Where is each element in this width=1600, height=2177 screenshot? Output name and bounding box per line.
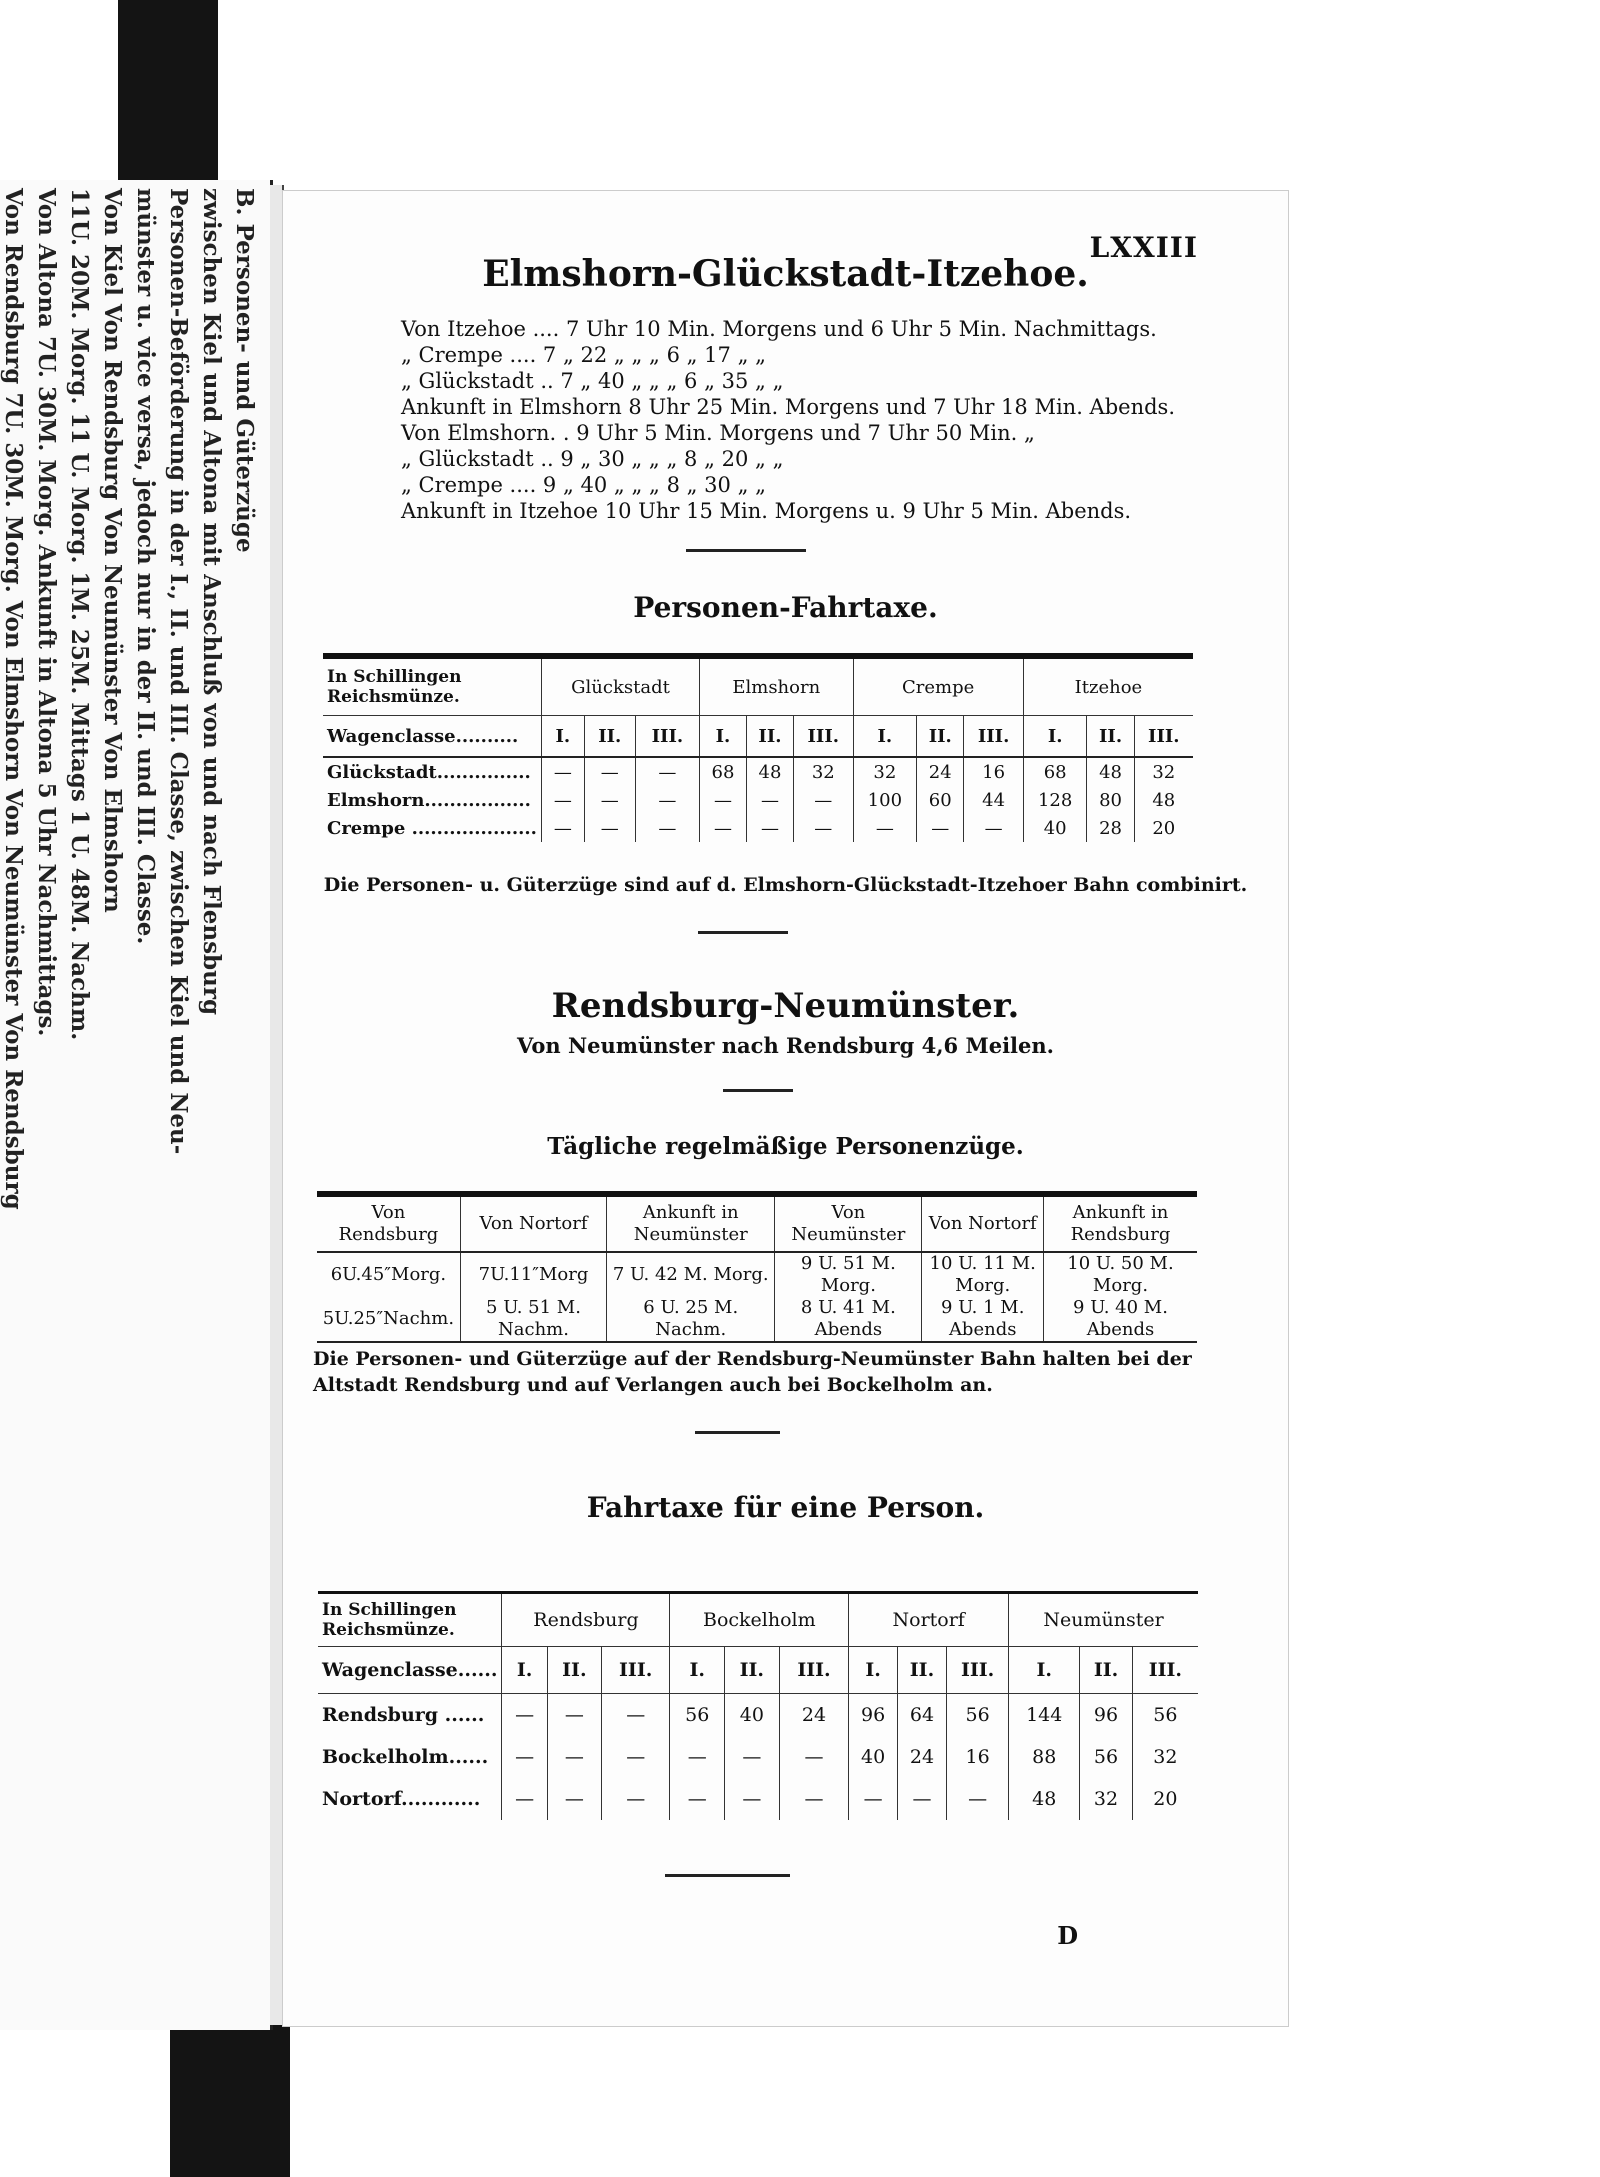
fare-class-header: I.	[1023, 716, 1087, 758]
fare-cell: 64	[897, 1694, 946, 1737]
fare-cell: —	[794, 786, 854, 814]
schedule-line: „ Crempe .... 9 „ 40 „ „ „ 8 „ 30 „ „	[401, 473, 766, 497]
fare-class-header: III.	[1134, 716, 1193, 758]
fare-class-header: I.	[541, 716, 584, 758]
divider	[698, 931, 788, 934]
schedule-line: Ankunft in Itzehoe 10 Uhr 15 Min. Morgens u. 9 Uhr 5 Min. Abends.	[401, 499, 1132, 523]
fare-cell: 16	[947, 1736, 1009, 1778]
fare-row-label: Crempe ....................	[327, 817, 537, 839]
fare-class-header: II.	[746, 716, 793, 758]
fare-class-header: II.	[1087, 716, 1134, 758]
fare-cell: —	[947, 1778, 1009, 1820]
fare-cell: 88	[1009, 1736, 1080, 1778]
fare-cell: —	[779, 1736, 848, 1778]
fare-cell: 32	[1080, 1778, 1132, 1820]
timetable-cell: 7 U. 42 M. Morg.	[607, 1252, 775, 1297]
fare-cell: 16	[964, 757, 1024, 786]
timetable-cell: 6U.45″Morg.	[330, 1264, 447, 1285]
fare-cell: 96	[1080, 1694, 1132, 1737]
left-page-line: Von Altona 7U. 30M. Morg. Ankunft in Altona 5 Uhr Nachmittags.	[33, 188, 60, 1037]
fare-class-header: III.	[779, 1647, 848, 1694]
fare-class-header: I.	[502, 1647, 547, 1694]
section-title-rendsburg: Rendsburg-Neumünster.	[551, 986, 1020, 1026]
fare-class-header: II.	[917, 716, 964, 758]
timetable-cell: 5 U. 51 M. Nachm.	[460, 1297, 606, 1342]
timetable-cell: 9 U. 1 M. Abends	[922, 1297, 1044, 1342]
fare-cell: 24	[897, 1736, 946, 1778]
scan-binding-strip-top	[118, 0, 218, 195]
fare-cell: —	[547, 1736, 601, 1778]
left-page-rotated-text	[0, 188, 261, 1988]
fare-cell: 56	[670, 1694, 724, 1737]
fare-cell: 24	[779, 1694, 848, 1737]
fare-row-label: Bockelholm......	[322, 1746, 489, 1768]
fare-cell: 32	[853, 757, 917, 786]
schedule-line: „ Glückstadt .. 9 „ 30 „ „ „ 8 „ 20 „ „	[401, 447, 784, 471]
timetable-cell: 9 U. 40 M. Abends	[1043, 1297, 1197, 1342]
fare-cell: —	[635, 786, 699, 814]
timetable-header-row	[317, 1194, 1197, 1252]
timetable-cell: 9 U. 51 M. Morg.	[775, 1252, 922, 1297]
fare-cell: 56	[1132, 1694, 1198, 1737]
fare-station-header: Bockelholm	[670, 1593, 849, 1647]
divider	[665, 1874, 790, 1877]
fare-cell: —	[794, 814, 854, 842]
fare-cell: 32	[1132, 1736, 1198, 1778]
fare-cell: —	[724, 1778, 779, 1820]
fare-cell: —	[849, 1778, 898, 1820]
fare-class-header: II.	[897, 1647, 946, 1694]
left-page	[0, 180, 273, 2030]
divider	[723, 1089, 793, 1092]
fare-station-header: Glückstadt	[541, 656, 699, 716]
timetable-header: Ankunft in Neumünster	[607, 1194, 775, 1252]
timetable-row	[317, 1252, 1197, 1297]
trains-title: Tägliche regelmäßige Personenzüge.	[547, 1133, 1024, 1160]
fare-table-rendsburg	[318, 1591, 1198, 1820]
fare-cell: —	[584, 786, 635, 814]
timetable-header: Von Neumünster	[775, 1194, 922, 1252]
fare-class-header: II.	[1080, 1647, 1132, 1694]
fare-cell: —	[601, 1694, 670, 1737]
fare-class-header: I.	[849, 1647, 898, 1694]
fare-cell: —	[853, 814, 917, 842]
fare-cell: 96	[849, 1694, 898, 1737]
fare-class-header: II.	[724, 1647, 779, 1694]
fare-cell: 68	[1023, 757, 1087, 786]
signature-mark: D	[1057, 1921, 1078, 1950]
fare-row-label: Rendsburg ......	[322, 1704, 485, 1726]
fare-cell: —	[541, 786, 584, 814]
fare-class-header: III.	[1132, 1647, 1198, 1694]
fare-row	[323, 814, 1193, 842]
left-page-line: Von Kiel Von Rendsburg Von Neumünster Von Elmshorn	[99, 188, 126, 913]
fare-corner-label: In Schillingen Reichsmünze.	[323, 656, 541, 716]
timetable-rendsburg	[317, 1191, 1197, 1343]
page-number: LXXIII	[1089, 231, 1198, 264]
fare-class-header: II.	[584, 716, 635, 758]
fare-cell: —	[635, 757, 699, 786]
fare-class-row	[318, 1647, 1198, 1694]
fare-class-header: III.	[947, 1647, 1009, 1694]
timetable-cell: 6 U. 25 M. Nachm.	[607, 1297, 775, 1342]
fare-cell: 28	[1087, 814, 1134, 842]
fare-class-label: Wagenclasse..........	[323, 716, 541, 758]
fare-class-header: I.	[700, 716, 747, 758]
fare-cell: —	[700, 814, 747, 842]
fare-table-elmshorn	[323, 653, 1193, 842]
fare-cell: —	[897, 1778, 946, 1820]
fare-cell: —	[584, 814, 635, 842]
timetable-cell: 5U.25″Nachm.	[322, 1308, 455, 1329]
left-page-line: münster u. vice versa, jedoch nur in der II. und III. Classe.	[132, 188, 159, 945]
timetable-header: Von Nortorf	[922, 1194, 1044, 1252]
timetable-cell: 10 U. 50 M. Morg.	[1043, 1252, 1197, 1297]
fare-row-label: Elmshorn.................	[327, 789, 531, 811]
fare-cell: 48	[1009, 1778, 1080, 1820]
fare-cell: —	[541, 757, 584, 786]
schedule-line: „ Glückstadt .. 7 „ 40 „ „ „ 6 „ 35 „ „	[401, 369, 784, 393]
fare-row	[318, 1694, 1198, 1737]
fare-cell: 24	[917, 757, 964, 786]
schedule-line: Von Itzehoe .... 7 Uhr 10 Min. Morgens und 6 Uhr 5 Min. Nachmittags.	[401, 317, 1157, 341]
timetable-header: Von Nortorf	[460, 1194, 606, 1252]
fare-cell: 32	[794, 757, 854, 786]
fare-cell: 40	[724, 1694, 779, 1737]
stops-note: Die Personen- und Güterzüge auf der Rendsburg-Neumünster Bahn halten bei der Altstadt Rendsburg und auf Verlangen auch bei Bockelholm an.	[313, 1348, 1192, 1396]
fare-cell: —	[670, 1736, 724, 1778]
fare-cell: —	[601, 1778, 670, 1820]
fare-title-rendsburg: Fahrtaxe für eine Person.	[586, 1491, 985, 1524]
fare-row	[318, 1736, 1198, 1778]
fare-cell: 68	[700, 757, 747, 786]
distance-subtitle: Von Neumünster nach Rendsburg 4,6 Meilen.	[517, 1033, 1054, 1058]
timetable-header: Ankunft in Rendsburg	[1043, 1194, 1197, 1252]
fare-cell: 32	[1134, 757, 1193, 786]
left-page-line: Von Rendsburg 7U. 30M. Morg. Von Elmshorn Von Neumünster Von Rendsburg	[0, 188, 27, 1210]
fare-cell: —	[746, 786, 793, 814]
elmshorn-schedule	[401, 316, 1175, 524]
fare-cell: 80	[1087, 786, 1134, 814]
fare-cell: —	[547, 1694, 601, 1737]
fare-cell: 56	[947, 1694, 1009, 1737]
left-page-line: zwischen Kiel und Altona mit Anschluß von und nach Flensburg	[198, 188, 225, 1016]
timetable-header: Von Rendsburg	[317, 1194, 460, 1252]
fare-station-header: Rendsburg	[502, 1593, 670, 1647]
fare-cell: —	[502, 1778, 547, 1820]
fare-cell: —	[547, 1778, 601, 1820]
fare-header-row	[323, 656, 1193, 716]
fare-cell: —	[502, 1694, 547, 1737]
fare-cell: —	[502, 1736, 547, 1778]
fare-row-label: Nortorf............	[322, 1788, 481, 1810]
fare-class-header: III.	[794, 716, 854, 758]
timetable-cell: 7U.11″Morg	[460, 1252, 606, 1297]
timetable-row	[317, 1297, 1197, 1342]
fare-row	[323, 786, 1193, 814]
fare-cell: 40	[1023, 814, 1087, 842]
fare-cell: —	[670, 1778, 724, 1820]
left-page-line: 11U. 20M. Morg. 11 U. Morg. 1M. 25M. Mittags 1 U. 48M. Nachm.	[66, 188, 93, 1041]
left-page-line: Personen-Beförderung in der I., II. und III. Classe, zwischen Kiel und Neu-	[165, 188, 192, 1155]
fare-row	[323, 757, 1193, 786]
fare-cell: —	[635, 814, 699, 842]
fare-corner-label: In Schillingen Reichsmünze.	[318, 1593, 502, 1647]
fare-class-label: Wagenclasse......	[318, 1647, 502, 1694]
fare-cell: —	[601, 1736, 670, 1778]
divider	[695, 1431, 780, 1434]
fare-station-header: Itzehoe	[1023, 656, 1193, 716]
right-page	[282, 190, 1289, 2027]
fare-station-header: Nortorf	[849, 1593, 1009, 1647]
combined-note: Die Personen- u. Güterzüge sind auf d. Elmshorn-Glückstadt-Itzehoer Bahn combinirt.	[323, 874, 1248, 896]
fare-class-header: II.	[547, 1647, 601, 1694]
fare-cell: —	[584, 757, 635, 786]
left-page-line: B. Personen- und Güterzüge	[231, 188, 258, 553]
scan-binding-strip-bottom	[170, 2010, 290, 2177]
fare-cell: 56	[1080, 1736, 1132, 1778]
fare-class-row	[323, 716, 1193, 758]
fare-cell: 60	[917, 786, 964, 814]
fare-station-header: Neumünster	[1009, 1593, 1198, 1647]
fare-row-label: Glückstadt...............	[327, 761, 531, 783]
schedule-line: Ankunft in Elmshorn 8 Uhr 25 Min. Morgens und 7 Uhr 18 Min. Abends.	[401, 395, 1175, 419]
fare-station-header: Crempe	[853, 656, 1023, 716]
fare-cell: 100	[853, 786, 917, 814]
fare-class-header: III.	[601, 1647, 670, 1694]
fare-cell: 48	[1134, 786, 1193, 814]
timetable-cell: 8 U. 41 M. Abends	[775, 1297, 922, 1342]
fare-header-row	[318, 1593, 1198, 1647]
fare-cell: 144	[1009, 1694, 1080, 1737]
fare-class-header: III.	[635, 716, 699, 758]
fare-cell: —	[724, 1736, 779, 1778]
section-title-elmshorn: Elmshorn-Glückstadt-Itzehoe.	[482, 253, 1089, 295]
fare-cell: —	[700, 786, 747, 814]
fare-cell: 128	[1023, 786, 1087, 814]
divider	[686, 549, 806, 552]
timetable-cell: 10 U. 11 M. Morg.	[922, 1252, 1044, 1297]
fare-row	[318, 1778, 1198, 1820]
fare-title-elmshorn: Personen-Fahrtaxe.	[633, 591, 938, 624]
fare-cell: 20	[1134, 814, 1193, 842]
fare-class-header: I.	[853, 716, 917, 758]
fare-class-header: I.	[1009, 1647, 1080, 1694]
fare-cell: —	[746, 814, 793, 842]
fare-cell: —	[917, 814, 964, 842]
fare-cell: 48	[1087, 757, 1134, 786]
fare-cell: 20	[1132, 1778, 1198, 1820]
fare-cell: —	[779, 1778, 848, 1820]
fare-cell: 40	[849, 1736, 898, 1778]
fare-class-header: III.	[964, 716, 1024, 758]
fare-cell: 44	[964, 786, 1024, 814]
fare-class-header: I.	[670, 1647, 724, 1694]
fare-station-header: Elmshorn	[700, 656, 853, 716]
fare-cell: —	[964, 814, 1024, 842]
fare-cell: 48	[746, 757, 793, 786]
fare-cell: —	[541, 814, 584, 842]
schedule-line: Von Elmshorn. . 9 Uhr 5 Min. Morgens und 7 Uhr 50 Min. „	[401, 421, 1035, 445]
schedule-line: „ Crempe .... 7 „ 22 „ „ „ 6 „ 17 „ „	[401, 343, 766, 367]
